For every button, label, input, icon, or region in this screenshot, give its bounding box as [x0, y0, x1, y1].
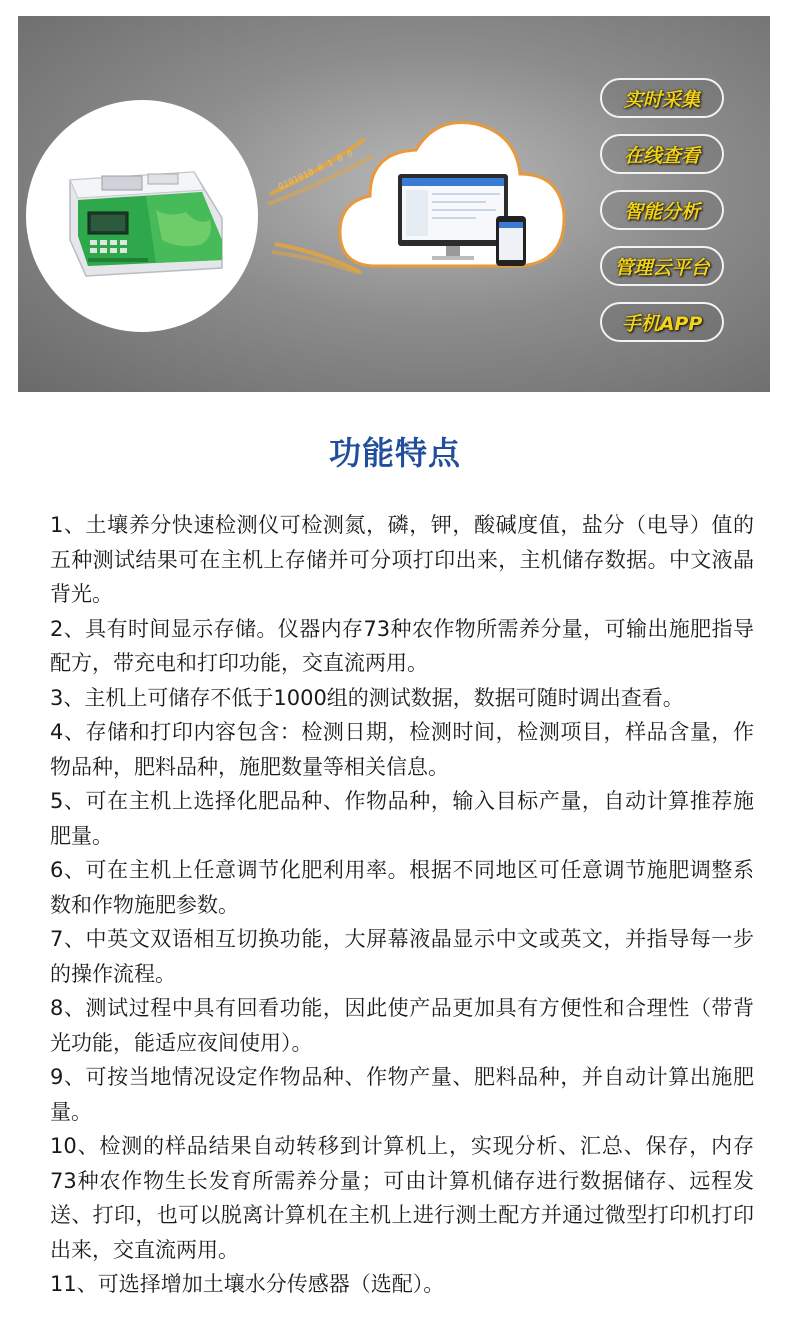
feature-button-realtime-collection [600, 78, 724, 118]
feature-item-11: 11、可选择增加土壤水分传感器（选配）。 [50, 1272, 445, 1296]
feature-item-9: 9、可按当地情况设定作物品种、作物产量、肥料品种，并自动计算出施肥量。 [50, 1065, 754, 1124]
feature-item-2: 2、具有时间显示存储。仪器内存73种农作物所需养分量，可输出施肥指导配方，带充电和打印功能，交直流两用。 [50, 616, 754, 675]
soil-tester-device-illustration [26, 100, 258, 332]
feature-button-label: 手机APP [621, 312, 703, 335]
section-title: 功能特点 [328, 434, 461, 472]
feature-item-10: 10、检测的样品结果自动转移到计算机上，实现分析、汇总、保存，内存73种农作物生长发育所需养分量；可由计算机储存进行数据储存、远程发送、打印，也可以脱离计算机在主机上进行测土配方并通过微型打印机打印出来，交直流两用。 [50, 1134, 754, 1262]
feature-item-4: 4、存储和打印内容包含：检测日期，检测时间，检测项目，样品含量，作物品种，肥料品种，施肥数量等相关信息。 [50, 720, 754, 779]
feature-item-3: 3、主机上可储存不低于1000组的测试数据，数据可随时调出查看。 [50, 685, 684, 710]
feature-button-label: 在线查看 [623, 144, 700, 167]
feature-item-7: 7、中英文双语相互切换功能，大屏幕液晶显示中文或英文，并指导每一步的操作流程。 [50, 927, 754, 986]
feature-button-cloud-platform [600, 246, 724, 286]
feature-item-8: 8、测试过程中具有回看功能，因此使产品更加具有方便性和合理性（带背光功能，能适应夜间使用）。 [50, 996, 754, 1055]
feature-button-label: 实时采集 [623, 88, 700, 111]
feature-item-1: 1、土壤养分快速检测仪可检测氮，磷，钾，酸碱度值，盐分（电导）值的五种测试结果可在主机上存储并可分项打印出来，主机储存数据。中文液晶背光。 [50, 513, 754, 606]
feature-button-smart-analysis [600, 190, 724, 230]
cloud-platform-graphic [336, 116, 576, 296]
product-banner [18, 16, 770, 392]
feature-button-mobile-app [600, 302, 724, 342]
feature-button-label: 管理云平台 [614, 256, 710, 279]
svg-text:0101010 0 1 0 0: 0101010 0 1 0 0 [277, 149, 355, 193]
feature-list [50, 508, 754, 1302]
feature-button-online-view [600, 134, 724, 174]
feature-item-5: 5、可在主机上选择化肥品种、作物品种，输入目标产量，自动计算推荐施肥量。 [50, 789, 754, 848]
feature-item-6: 6、可在主机上任意调节化肥利用率。根据不同地区可任意调节施肥调整系数和作物施肥参数。 [50, 858, 754, 917]
device-image-circle [26, 100, 258, 332]
feature-button-label: 智能分析 [623, 200, 700, 223]
